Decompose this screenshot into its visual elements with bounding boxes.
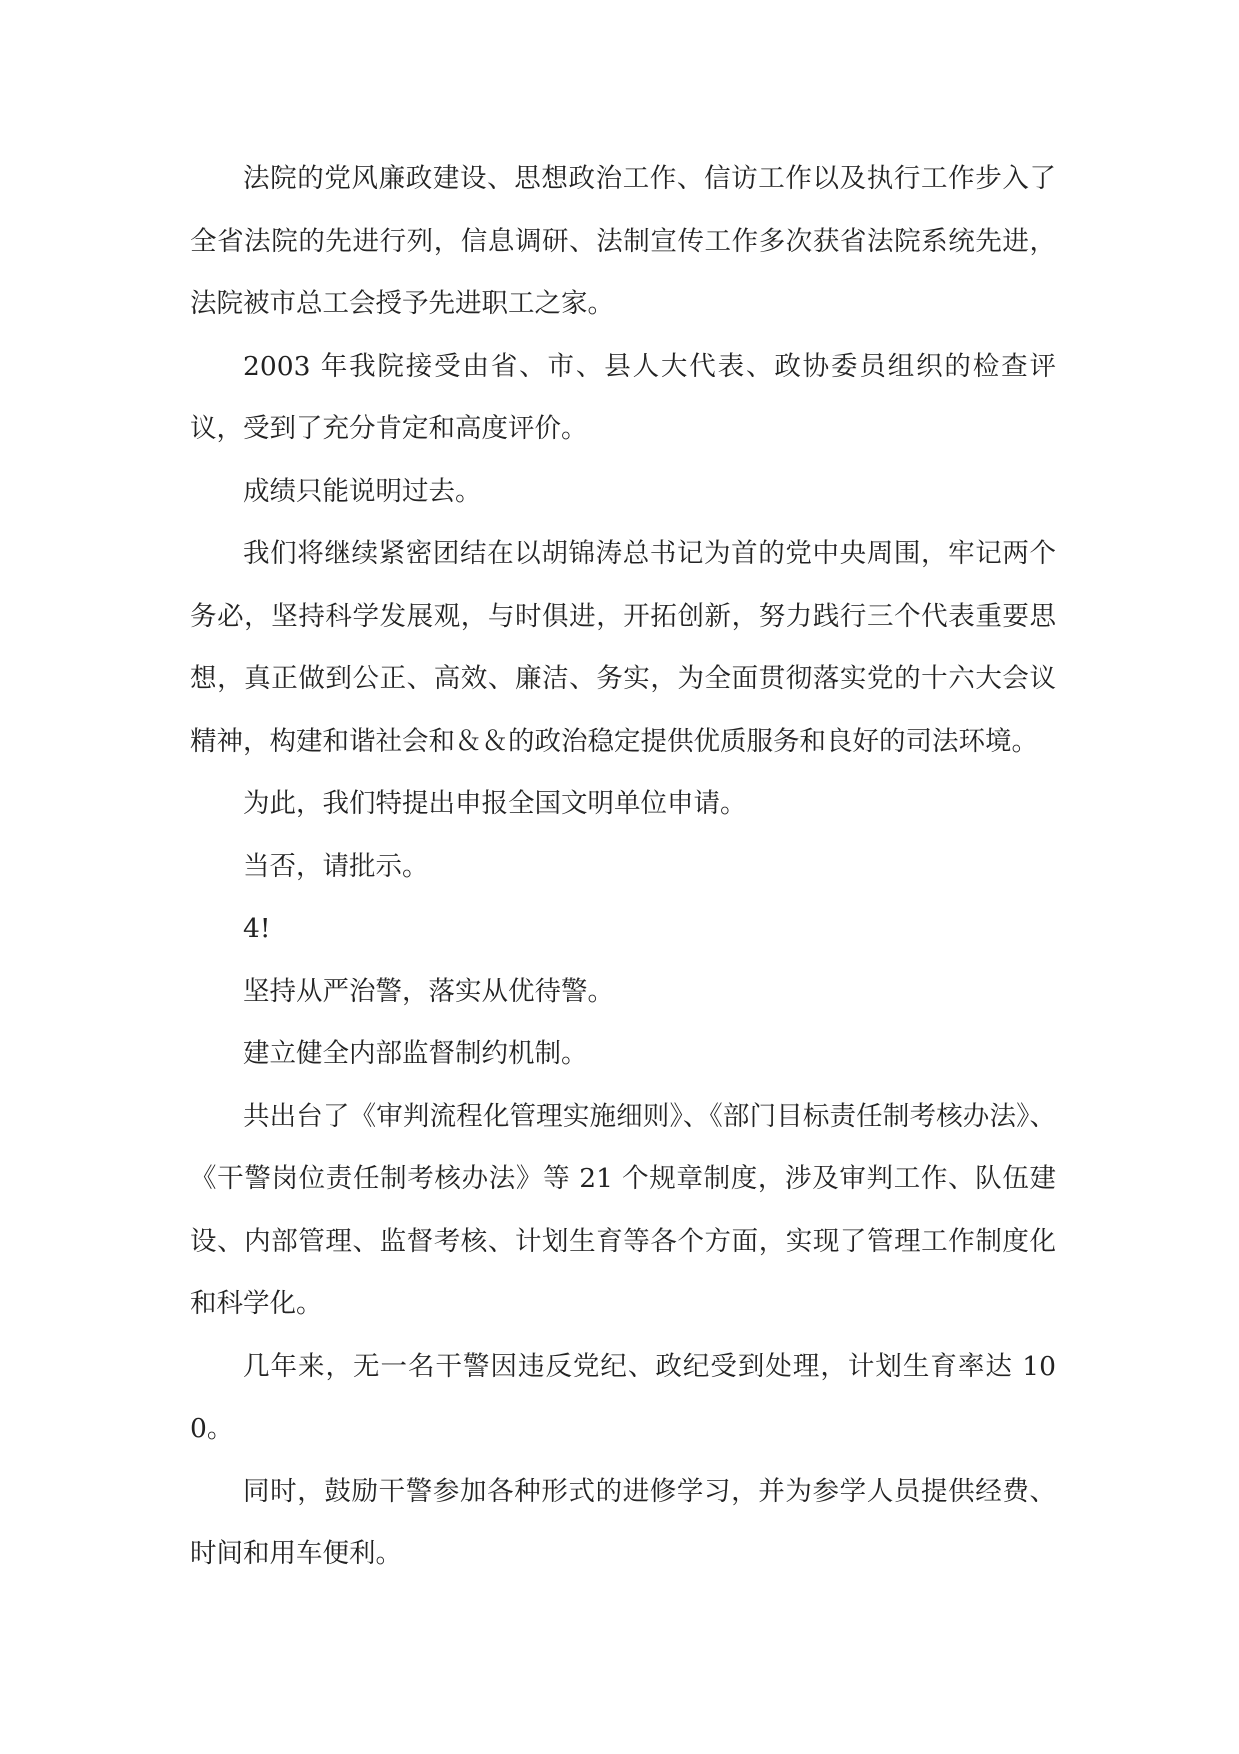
paragraph-7: 4! <box>243 913 271 944</box>
paragraph-5: 为此，我们特提出申报全国文明单位申请。 <box>243 788 747 819</box>
paragraph-10: 共出台了《审判流程化管理实施细则》、《部门目标责任制考核办法》、《干警岗位责任制考核办法》等 21 个规章制度，涉及审判工作、队伍建设、内部管理、监督考核、计划生育等各个方面，实现了管理工作制度化和科学化。 <box>190 1100 1056 1319</box>
paragraph-4: 我们将继续紧密团结在以胡锦涛总书记为首的党中央周围，牢记两个务必，坚持科学发展观，与时俱进，开拓创新，努力践行三个代表重要思想，真正做到公正、高效、廉洁、务实，为全面贯彻落实党的十六大会议精神，构建和谐社会和＆＆的政治稳定提供优质服务和良好的司法环境。 <box>190 538 1056 757</box>
paragraph-6: 当否，请批示。 <box>243 850 429 882</box>
document-body <box>190 148 1056 1586</box>
paragraph-12: 同时，鼓励干警参加各种形式的进修学习，并为参学人员提供经费、时间和用车便利。 <box>190 1475 1056 1569</box>
paragraph-11: 几年来，无一名干警因违反党纪、政纪受到处理，计划生育率达 100。 <box>190 1350 1056 1444</box>
paragraph-1: 法院的党风廉政建设、思想政治工作、信访工作以及执行工作步入了全省法院的先进行列，信息调研、法制宣传工作多次获省法院系统先进，法院被市总工会授予先进职工之家。 <box>190 163 1056 319</box>
paragraph-2: 2003 年我院接受由省、市、县人大代表、政协委员组织的检查评议，受到了充分肯定和高度评价。 <box>190 350 1056 444</box>
paragraph-8: 坚持从严治警，落实从优待警。 <box>243 975 614 1007</box>
paragraph-9: 建立健全内部监督制约机制。 <box>243 1038 588 1069</box>
paragraph-3: 成绩只能说明过去。 <box>243 475 482 507</box>
